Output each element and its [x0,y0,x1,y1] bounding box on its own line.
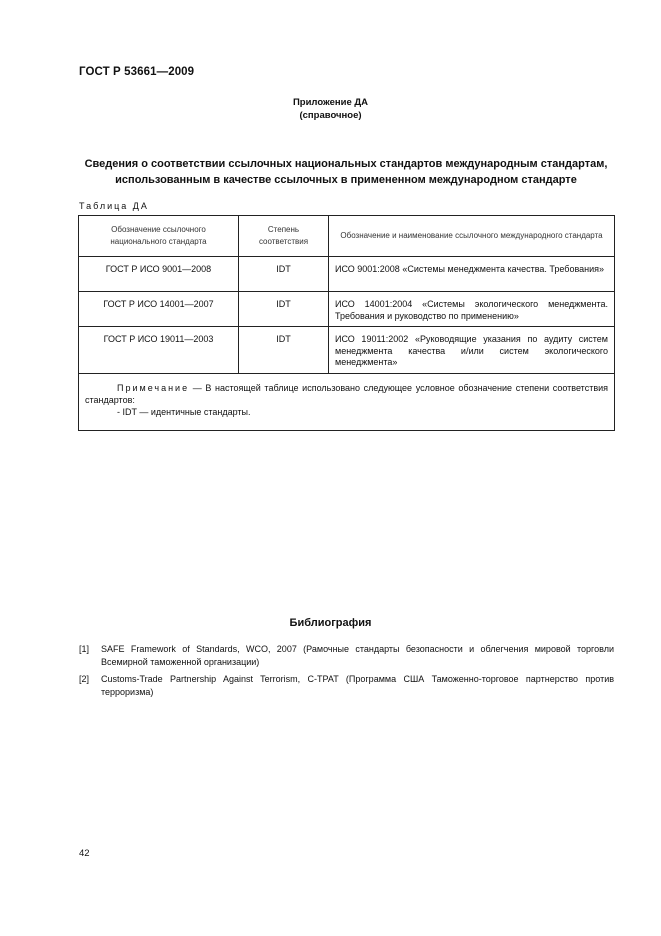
header-international-standard: Обозначение и наименование ссылочного международного стандарта [329,216,615,257]
national-standard-cell: ГОСТ Р ИСО 14001—2007 [79,292,239,327]
international-standard-cell: ИСО 19011:2002 «Руководящие указания по аудиту систем менеджмента качества и/или систем экологического менеджмента» [329,327,615,374]
annex-heading [0,96,661,122]
note-item: - IDT — идентичные стандарты. [117,406,251,417]
table-row [79,292,615,327]
bibliography-entry-number: [1] [79,644,90,654]
standards-correspondence-table [78,215,615,431]
bibliography-entry-text: Customs-Trade Partnership Against Terrorism, C-TPAT (Программа США Таможенно-торговое партнерство против терроризма) [101,674,614,697]
table-label: Таблица ДА [79,201,149,211]
table-note-row [79,373,615,430]
national-standard-cell: ГОСТ Р ИСО 9001—2008 [79,257,239,292]
bibliography-entry [79,673,614,699]
document-id: ГОСТ Р 53661—2009 [79,66,195,78]
bibliography-entry-number: [2] [79,674,90,684]
header-degree: Степень соответствия [239,216,329,257]
degree-cell: IDT [239,257,329,292]
bibliography-list [79,643,614,703]
international-standard-cell: ИСО 14001:2004 «Системы экологического менеджмента. Требования и руководство по применению» [329,292,615,327]
bibliography-entry [79,643,614,669]
header-national-standard: Обозначение ссылочного национального стандарта [79,216,239,257]
degree-cell: IDT [239,292,329,327]
degree-cell: IDT [239,327,329,374]
international-standard-cell: ИСО 9001:2008 «Системы менеджмента качества. Требования» [329,257,615,292]
annex-subtitle: (справочное) [299,110,362,121]
section-title [70,156,622,188]
table-row [79,257,615,292]
section-title-line-2: использованным в качестве ссылочных в примененном международном стандарте [115,174,577,186]
note-body: — В настоящей таблице использовано следующее условное обозначение степени соответствия стандартов: [85,382,608,405]
note-text [85,382,608,406]
bibliography-entry-text: SAFE Framework of Standards, WCO, 2007 (Рамочные стандарты безопасности и облегчения мировой торговли Всемирной таможенной организации) [101,644,614,667]
table-header-row [79,216,615,257]
national-standard-cell: ГОСТ Р ИСО 19011—2003 [79,327,239,374]
page-number: 42 [79,848,90,859]
table-row [79,327,615,374]
section-title-line-1: Сведения о соответствии ссылочных национальных стандартов международным стандартам, [84,158,608,170]
annex-title: Приложение ДА [292,97,369,108]
table-note [79,373,615,430]
note-label: Примечание [117,382,190,393]
bibliography-title: Библиография [289,617,372,629]
